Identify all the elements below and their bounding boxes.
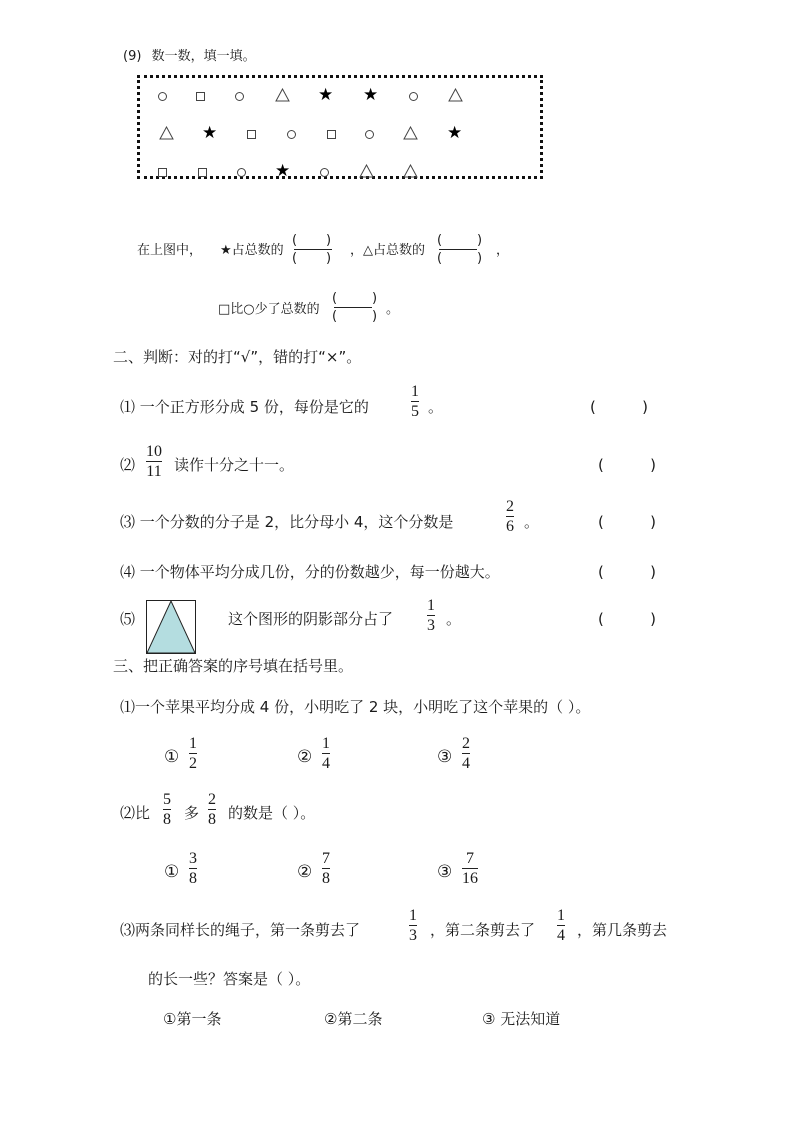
paren-open: ( <box>598 610 604 628</box>
fraction-10-11 <box>146 443 162 480</box>
fraction-bar <box>322 753 330 754</box>
blank-close: ) <box>326 233 332 248</box>
fraction-bar <box>506 516 514 517</box>
option-fraction-1[interactable] <box>189 850 197 887</box>
fraction-1-5 <box>411 383 419 420</box>
item-text: 一个分数的分子是 2，比分母小 4，这个分数是 <box>139 513 454 531</box>
denominator: 5 <box>411 403 419 420</box>
fraction-bar <box>427 615 435 616</box>
option-fraction-1[interactable] <box>189 735 197 772</box>
circle-icon <box>237 168 246 177</box>
blank-close: ) <box>372 309 378 324</box>
option-marker-2[interactable]: ② <box>297 862 313 882</box>
denominator: 8 <box>163 811 171 828</box>
blank-open: ( <box>292 233 298 248</box>
star-icon: ★ <box>318 85 334 105</box>
q3-part2: ，第二条剪去了 <box>430 921 536 939</box>
star-icon: ★ <box>275 161 291 181</box>
numerator: 1 <box>409 907 417 924</box>
denominator: 3 <box>409 927 417 944</box>
judge-item-4 <box>120 563 500 581</box>
fraction-bar <box>334 307 372 308</box>
denominator: 16 <box>462 870 478 887</box>
blank-close: ) <box>326 251 332 266</box>
shaded-triangle-figure <box>146 600 196 654</box>
paren-open: ( <box>590 398 596 416</box>
star-icon: ★ <box>202 123 218 143</box>
denominator: 8 <box>189 870 197 887</box>
denominator: 6 <box>506 518 514 535</box>
triangle-fraction-blank[interactable] <box>437 234 483 268</box>
denominator: 4 <box>462 755 470 772</box>
square-circle-fraction-blank[interactable] <box>332 292 378 326</box>
numerator: 3 <box>189 850 197 867</box>
fraction-2-8 <box>208 791 216 828</box>
star-icon: ★ <box>363 85 379 105</box>
blank-close: ) <box>372 291 378 306</box>
q9-line2-end: 。 <box>386 302 400 317</box>
square-icon <box>158 168 167 177</box>
section2-heading: 二、判断：对的打“√”，错的打“×”。 <box>113 348 362 366</box>
item-label: ⑵ <box>120 456 136 474</box>
fraction-bar <box>409 925 417 926</box>
fraction-bar <box>208 809 216 810</box>
denominator: 8 <box>322 870 330 887</box>
q3-option-1[interactable]: ①第一条 <box>163 1010 222 1028</box>
fraction-bar <box>294 249 332 250</box>
option-marker-2[interactable]: ② <box>297 747 313 767</box>
choice-question-1: ⑴一个苹果平均分成 4 份，小明吃了 2 块，小明吃了这个苹果的（ ）。 <box>120 698 591 716</box>
paren-close: ) <box>650 610 656 628</box>
fraction-bar <box>557 925 565 926</box>
blank-open: ( <box>332 309 338 324</box>
circle-icon <box>287 130 296 139</box>
numerator: 7 <box>466 850 474 867</box>
item-end: 。 <box>428 398 444 416</box>
fraction-1-3 <box>427 597 435 634</box>
item-label: ⑶ <box>120 513 136 531</box>
option-marker-1[interactable]: ① <box>164 747 180 767</box>
fraction-bar <box>462 868 478 869</box>
fraction-1-3 <box>409 907 417 944</box>
numerator: 10 <box>146 443 162 460</box>
blank-open: ( <box>292 251 298 266</box>
numerator: 1 <box>322 735 330 752</box>
fraction-bar <box>439 249 477 250</box>
circle-icon <box>409 92 418 101</box>
square-icon <box>327 130 336 139</box>
fraction-bar <box>146 461 162 462</box>
q9-triangle-text: ，△占总数的 <box>350 243 425 258</box>
option-fraction-2[interactable] <box>322 850 330 887</box>
option-fraction-2[interactable] <box>322 735 330 772</box>
paren-close: ) <box>650 513 656 531</box>
numerator: 1 <box>557 907 565 924</box>
option-marker-3[interactable]: ③ <box>437 747 453 767</box>
paren-close: ) <box>650 456 656 474</box>
fraction-1-4 <box>557 907 565 944</box>
item-label: ⑴ <box>120 398 136 416</box>
judge-item-1 <box>120 398 369 416</box>
blank-open: ( <box>332 291 338 306</box>
blank-open: ( <box>437 251 443 266</box>
item-end: 。 <box>446 610 462 628</box>
blank-open: ( <box>437 233 443 248</box>
item-text: 读作十分之十一。 <box>174 456 295 474</box>
q2-mid: 多 <box>184 804 200 822</box>
option-marker-3[interactable]: ③ <box>437 862 453 882</box>
numerator: 1 <box>189 735 197 752</box>
q9-label: (9) <box>123 49 142 64</box>
q9-line2-text: □比○少了总数的 <box>218 302 320 317</box>
q2-suffix: 的数是（ ）。 <box>228 804 316 822</box>
q9-title-row <box>123 49 256 65</box>
q3-option-3[interactable]: ③ 无法知道 <box>482 1010 561 1028</box>
square-icon <box>196 92 205 101</box>
star-icon: ★ <box>447 123 463 143</box>
denominator: 8 <box>208 811 216 828</box>
fraction-bar <box>189 868 197 869</box>
shape-counting-box <box>137 75 543 179</box>
item-end: 。 <box>524 513 540 531</box>
option-marker-1[interactable]: ① <box>164 862 180 882</box>
fraction-5-8 <box>163 791 171 828</box>
denominator: 4 <box>322 755 330 772</box>
circle-icon <box>235 92 244 101</box>
paren-open: ( <box>598 563 604 581</box>
q3-line2: 的长一些？答案是（ ）。 <box>148 970 311 988</box>
item-text: 这个图形的阴影部分占了 <box>228 610 394 628</box>
circle-icon <box>365 130 374 139</box>
paren-close: ) <box>642 398 648 416</box>
paren-close: ) <box>650 563 656 581</box>
judge-item-3 <box>120 513 453 531</box>
item-text: 一个物体平均分成几份，分的份数越少，每一份越大。 <box>139 563 500 581</box>
numerator: 2 <box>462 735 470 752</box>
numerator: 2 <box>208 791 216 808</box>
fraction-2-6 <box>506 498 514 535</box>
fraction-bar <box>163 809 171 810</box>
denominator: 11 <box>146 463 162 480</box>
q9-line1-end: ， <box>496 243 510 258</box>
paren-open: ( <box>598 456 604 474</box>
option-fraction-3[interactable] <box>462 735 470 772</box>
numerator: 2 <box>506 498 514 515</box>
square-icon <box>198 168 207 177</box>
circle-icon <box>158 92 167 101</box>
blank-close: ) <box>477 251 483 266</box>
item-text: 一个正方形分成 5 份，每份是它的 <box>139 398 369 416</box>
q2-prefix: ⑵比 <box>120 804 151 822</box>
denominator: 3 <box>427 617 435 634</box>
triangle-in-square-icon <box>147 601 195 653</box>
denominator: 2 <box>189 755 197 772</box>
fraction-bar <box>189 753 197 754</box>
denominator: 4 <box>557 927 565 944</box>
section3-heading: 三、把正确答案的序号填在括号里。 <box>113 657 354 675</box>
numerator: 1 <box>427 597 435 614</box>
numerator: 1 <box>411 383 419 400</box>
blank-close: ) <box>477 233 483 248</box>
q9-title: 数一数，填一填。 <box>151 49 256 64</box>
q3-option-2[interactable]: ②第二条 <box>324 1010 383 1028</box>
item-label: ⑷ <box>120 563 136 581</box>
fraction-bar <box>462 753 470 754</box>
fraction-bar <box>322 868 330 869</box>
circle-icon <box>320 168 329 177</box>
paren-open: ( <box>598 513 604 531</box>
q3-part3: ，第几条剪去 <box>577 921 668 939</box>
fraction-bar <box>411 401 419 402</box>
numerator: 5 <box>163 791 171 808</box>
q9-line1-prefix: 在上图中， <box>137 243 203 258</box>
q9-star-text: ★占总数的 <box>220 243 284 258</box>
item-label: ⑸ <box>120 610 136 628</box>
option-fraction-3[interactable] <box>462 850 478 887</box>
square-icon <box>247 130 256 139</box>
q3-part1: ⑶两条同样长的绳子，第一条剪去了 <box>120 921 361 939</box>
numerator: 7 <box>322 850 330 867</box>
star-fraction-blank[interactable] <box>292 234 338 268</box>
